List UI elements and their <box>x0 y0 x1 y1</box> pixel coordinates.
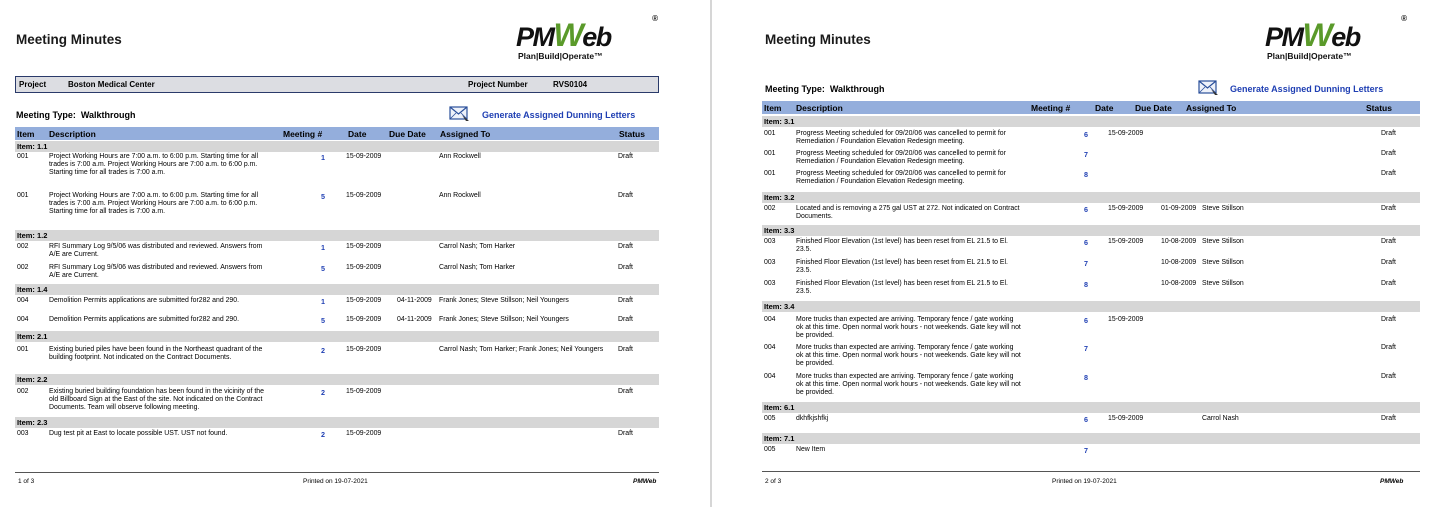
row-status: Draft <box>1381 130 1396 137</box>
table-header <box>762 101 1420 114</box>
meeting-type-value: Walkthrough <box>829 84 885 94</box>
row-meeting-link[interactable]: 6 <box>1084 205 1088 214</box>
row-meeting-link[interactable]: 5 <box>321 316 325 325</box>
logo-registered-mark: ® <box>652 14 658 23</box>
page-number: 1 of 3 <box>18 478 35 485</box>
report-page-1 <box>0 0 710 507</box>
row-description: Finished Floor Elevation (1st level) has been reset from EL 21.5 to El. 23.5. <box>796 259 1008 274</box>
group-label: Item: 3.2 <box>764 193 795 202</box>
footer-brand: PMWeb <box>633 478 657 485</box>
row-item-number: 003 <box>764 238 776 245</box>
row-assigned-to: Steve Stillson <box>1202 238 1244 245</box>
pmweb-logo <box>516 14 658 66</box>
row-date: 15-09-2009 <box>346 264 382 271</box>
row-meeting-link[interactable]: 1 <box>321 243 325 252</box>
row-item-number: 004 <box>764 344 776 351</box>
page-number: 2 of 3 <box>765 478 782 485</box>
group-header <box>15 141 659 152</box>
row-meeting-link[interactable]: 7 <box>1084 344 1088 353</box>
column-header-date: Date <box>1095 103 1114 113</box>
row-meeting-link[interactable]: 1 <box>321 297 325 306</box>
row-meeting-link[interactable]: 8 <box>1084 373 1088 382</box>
pmweb-logo <box>1265 14 1407 66</box>
row-status: Draft <box>1381 415 1396 422</box>
group-label: Item: 2.1 <box>17 332 48 341</box>
column-header-meeting: Meeting # <box>283 129 323 139</box>
row-date: 15-09-2009 <box>1108 205 1144 212</box>
group-header <box>762 192 1420 203</box>
group-header <box>15 417 659 428</box>
row-item-number: 005 <box>764 415 776 422</box>
group-label: Item: 1.2 <box>17 231 48 240</box>
row-status: Draft <box>618 430 633 437</box>
row-date: 15-09-2009 <box>346 346 382 353</box>
column-header-status: Status <box>1366 103 1392 113</box>
row-meeting-link[interactable]: 7 <box>1084 259 1088 268</box>
column-header-item: Item <box>17 129 35 139</box>
project-info-bar <box>15 76 659 93</box>
column-header-due: Due Date <box>1135 103 1172 113</box>
row-description: Progress Meeting scheduled for 09/20/06 was cancelled to permit for Remediation / Foundation Elevation Redesign meeting. <box>796 150 1006 165</box>
footer-rule <box>15 472 659 473</box>
row-assigned-to: Carrol Nash <box>1202 415 1239 422</box>
row-status: Draft <box>1381 238 1396 245</box>
project-name: Boston Medical Center <box>68 80 155 89</box>
group-label: Item: 3.1 <box>764 117 795 126</box>
column-header-desc: Description <box>796 103 843 113</box>
envelope-icon[interactable] <box>1198 76 1220 96</box>
group-label: Item: 3.4 <box>764 302 795 311</box>
row-item-number: 004 <box>764 316 776 323</box>
row-item-number: 005 <box>764 446 776 453</box>
row-date: 15-09-2009 <box>1108 130 1144 137</box>
printed-date: Printed on 19-07-2021 <box>303 478 368 485</box>
row-status: Draft <box>1381 373 1396 380</box>
row-item-number: 001 <box>764 130 776 137</box>
row-assigned-to: Frank Jones; Steve Stillson; Neil Youngers <box>439 316 569 323</box>
column-header-item: Item <box>764 103 782 113</box>
row-date: 15-09-2009 <box>346 243 382 250</box>
group-label: Item: 7.1 <box>764 434 795 443</box>
row-status: Draft <box>1381 316 1396 323</box>
row-description: RFI Summary Log 9/5/06 was distributed and reviewed. Answers from A/E are Current. <box>49 264 263 279</box>
row-status: Draft <box>618 388 633 395</box>
row-meeting-link[interactable]: 8 <box>1084 170 1088 179</box>
row-due-date: 04-11-2009 <box>397 297 432 304</box>
row-date: 15-09-2009 <box>1108 238 1144 245</box>
group-label: Item: 6.1 <box>764 403 795 412</box>
row-description: RFI Summary Log 9/5/06 was distributed and reviewed. Answers from A/E are Current. <box>49 243 263 258</box>
meeting-type <box>765 84 885 94</box>
group-header <box>762 433 1420 444</box>
row-status: Draft <box>618 346 633 353</box>
logo-eb-text: eb <box>582 22 611 52</box>
footer-brand: PMWeb <box>1380 478 1404 485</box>
row-date: 15-09-2009 <box>1108 316 1144 323</box>
row-assigned-to: Steve Stillson <box>1202 205 1244 212</box>
row-date: 15-09-2009 <box>346 153 382 160</box>
row-item-number: 002 <box>17 264 29 271</box>
group-header <box>762 402 1420 413</box>
row-item-number: 003 <box>764 280 776 287</box>
row-description: Progress Meeting scheduled for 09/20/06 was cancelled to permit for Remediation / Foundation Elevation Redesign meeting. <box>796 130 1006 145</box>
generate-dunning-letters-link[interactable]: Generate Assigned Dunning Letters <box>1230 84 1384 94</box>
row-item-number: 003 <box>17 430 29 437</box>
logo-registered-mark: ® <box>1401 14 1407 23</box>
row-due-date: 10-08-2009 <box>1161 259 1197 266</box>
row-status: Draft <box>618 316 633 323</box>
row-meeting-link[interactable]: 7 <box>1084 446 1088 455</box>
group-header <box>15 374 659 385</box>
logo-eb-text: eb <box>1331 22 1360 52</box>
logo-pm-text: PM <box>516 22 554 52</box>
logo-wordmark <box>1265 17 1360 53</box>
row-due-date: 04-11-2009 <box>397 316 432 323</box>
row-status: Draft <box>1381 170 1396 177</box>
page-title: Meeting Minutes <box>765 32 871 47</box>
row-status: Draft <box>618 297 633 304</box>
printed-date: Printed on 19-07-2021 <box>1052 478 1117 485</box>
row-assigned-to: Carrol Nash; Tom Harker <box>439 243 516 250</box>
row-meeting-link[interactable]: 6 <box>1084 316 1088 325</box>
column-header-assigned: Assigned To <box>1186 103 1237 113</box>
report-page-2 <box>712 0 1429 507</box>
page-title: Meeting Minutes <box>16 32 122 47</box>
row-status: Draft <box>1381 205 1396 212</box>
group-header <box>15 230 659 241</box>
row-meeting-link[interactable]: 5 <box>321 192 325 201</box>
row-description: Existing buried building foundation has been found in the vicinity of the old Billboard Sign at the East of the site. Not indicated on the Contract Documents. Team will observe following meeting. <box>49 388 264 411</box>
meeting-type-value: Walkthrough <box>80 110 136 120</box>
group-label: Item: 3.3 <box>764 226 795 235</box>
row-assigned-to: Carrol Nash; Tom Harker <box>439 264 516 271</box>
row-description: Demolition Permits applications are submitted for282 and 290. <box>49 297 239 304</box>
column-header-status: Status <box>619 129 645 139</box>
row-item-number: 002 <box>764 205 776 212</box>
row-assigned-to: Frank Jones; Steve Stillson; Neil Youngers <box>439 297 569 304</box>
row-description: Finished Floor Elevation (1st level) has been reset from EL 21.5 to El. 23.5. <box>796 238 1008 253</box>
column-header-assigned: Assigned To <box>440 129 491 139</box>
group-header <box>762 225 1420 236</box>
meeting-type-label: Meeting Type: <box>16 110 76 120</box>
row-date: 15-09-2009 <box>346 297 382 304</box>
row-item-number: 001 <box>17 153 29 160</box>
row-item-number: 001 <box>764 170 776 177</box>
row-item-number: 004 <box>17 316 29 323</box>
row-due-date: 10-08-2009 <box>1161 280 1197 287</box>
row-item-number: 004 <box>17 297 29 304</box>
row-description: More trucks than expected are arriving. Temporary fence / gate working ok at this time. Open normal work hours - not weekends. Gate key will not be provided. <box>796 344 1021 367</box>
column-header-desc: Description <box>49 129 96 139</box>
logo-wordmark <box>516 17 611 53</box>
row-meeting-link[interactable]: 6 <box>1084 130 1088 139</box>
row-status: Draft <box>1381 344 1396 351</box>
column-header-date: Date <box>348 129 367 139</box>
row-status: Draft <box>618 264 633 271</box>
row-assigned-to: Ann Rockwell <box>439 192 481 199</box>
group-header <box>15 284 659 295</box>
row-description: Existing buried piles have been found in the Northeast quadrant of the building footprint. Not indicated on the Contract Documents. <box>49 346 263 361</box>
row-description: Project Working Hours are 7:00 a.m. to 6:00 p.m. Starting time for all trades is 7:00 a.m. Project Working Hours are 7:00 a.m. to 6:00 p.m. Starting time for all trades is 7:00 a.m. <box>49 153 258 176</box>
row-status: Draft <box>618 192 633 199</box>
logo-pm-text: PM <box>1265 22 1303 52</box>
table-header <box>15 127 659 140</box>
row-item-number: 002 <box>17 388 29 395</box>
group-label: Item: 2.3 <box>17 418 48 427</box>
row-description: Demolition Permits applications are submitted for282 and 290. <box>49 316 239 323</box>
row-description: Finished Floor Elevation (1st level) has been reset from EL 21.5 to El. 23.5. <box>796 280 1008 295</box>
column-header-due: Due Date <box>389 129 426 139</box>
row-description: More trucks than expected are arriving. Temporary fence / gate working ok at this time. Open normal work hours - not weekends. Gate key will not be provided. <box>796 316 1021 339</box>
row-item-number: 003 <box>764 259 776 266</box>
logo-w-text: W <box>553 17 583 53</box>
row-item-number: 001 <box>17 346 29 353</box>
group-header <box>762 116 1420 127</box>
logo-tagline: Plan|Build|Operate™ <box>1267 51 1352 61</box>
group-label: Item: 1.4 <box>17 285 48 294</box>
row-meeting-link[interactable]: 6 <box>1084 238 1088 247</box>
row-meeting-link[interactable]: 7 <box>1084 150 1088 159</box>
row-meeting-link[interactable]: 5 <box>321 264 325 273</box>
generate-dunning-letters-link[interactable]: Generate Assigned Dunning Letters <box>482 110 636 120</box>
group-header <box>15 331 659 342</box>
row-description: Progress Meeting scheduled for 09/20/06 was cancelled to permit for Remediation / Foundation Elevation Redesign meeting. <box>796 170 1006 185</box>
logo-tagline: Plan|Build|Operate™ <box>518 51 603 61</box>
row-date: 15-09-2009 <box>346 192 382 199</box>
row-assigned-to: Carrol Nash; Tom Harker; Frank Jones; Neil Youngers <box>439 346 604 353</box>
row-meeting-link[interactable]: 2 <box>321 346 325 355</box>
group-label: Item: 1.1 <box>17 142 48 151</box>
row-description: New Item <box>796 446 826 453</box>
row-due-date: 01-09-2009 <box>1161 205 1197 212</box>
row-assigned-to: Steve Stillson <box>1202 259 1244 266</box>
project-number-label: Project Number <box>468 80 528 89</box>
meeting-type <box>16 110 136 120</box>
row-status: Draft <box>618 243 633 250</box>
row-description: Dug test pit at East to locate possible UST. UST not found. <box>49 430 228 437</box>
row-description: dkhfkjshfkj <box>796 415 829 422</box>
project-number: RVS0104 <box>553 80 588 89</box>
row-date: 15-09-2009 <box>346 316 382 323</box>
row-description: More trucks than expected are arriving. Temporary fence / gate working ok at this time. Open normal work hours - not weekends. Gate key will not be provided. <box>796 373 1021 396</box>
row-meeting-link[interactable]: 1 <box>321 153 325 162</box>
group-label: Item: 2.2 <box>17 375 48 384</box>
row-due-date: 10-08-2009 <box>1161 238 1197 245</box>
row-meeting-link[interactable]: 8 <box>1084 280 1088 289</box>
row-description: Located and is removing a 275 gal UST at 272. Not indicated on Contract Documents. <box>796 205 1020 220</box>
envelope-icon[interactable] <box>449 102 471 122</box>
row-meeting-link[interactable]: 6 <box>1084 415 1088 424</box>
row-status: Draft <box>1381 259 1396 266</box>
row-assigned-to: Ann Rockwell <box>439 153 481 160</box>
row-assigned-to: Steve Stillson <box>1202 280 1244 287</box>
row-meeting-link[interactable]: 2 <box>321 388 325 397</box>
row-item-number: 001 <box>17 192 29 199</box>
row-status: Draft <box>1381 280 1396 287</box>
row-status: Draft <box>1381 150 1396 157</box>
row-item-number: 001 <box>764 150 776 157</box>
logo-w-text: W <box>1302 17 1332 53</box>
row-status: Draft <box>618 153 633 160</box>
row-date: 15-09-2009 <box>346 388 382 395</box>
row-meeting-link[interactable]: 2 <box>321 430 325 439</box>
group-header <box>762 301 1420 312</box>
row-date: 15-09-2009 <box>346 430 382 437</box>
row-item-number: 004 <box>764 373 776 380</box>
row-item-number: 002 <box>17 243 29 250</box>
meeting-type-label: Meeting Type: <box>765 84 825 94</box>
footer-rule <box>762 471 1420 472</box>
row-description: Project Working Hours are 7:00 a.m. to 6:00 p.m. Starting time for all trades is 7:00 a.m. Project Working Hours are 7:00 a.m. to 6:00 p.m. Starting time for all trades is 7:00 a.m. <box>49 192 258 215</box>
row-date: 15-09-2009 <box>1108 415 1144 422</box>
project-label: Project <box>19 80 47 89</box>
column-header-meeting: Meeting # <box>1031 103 1071 113</box>
